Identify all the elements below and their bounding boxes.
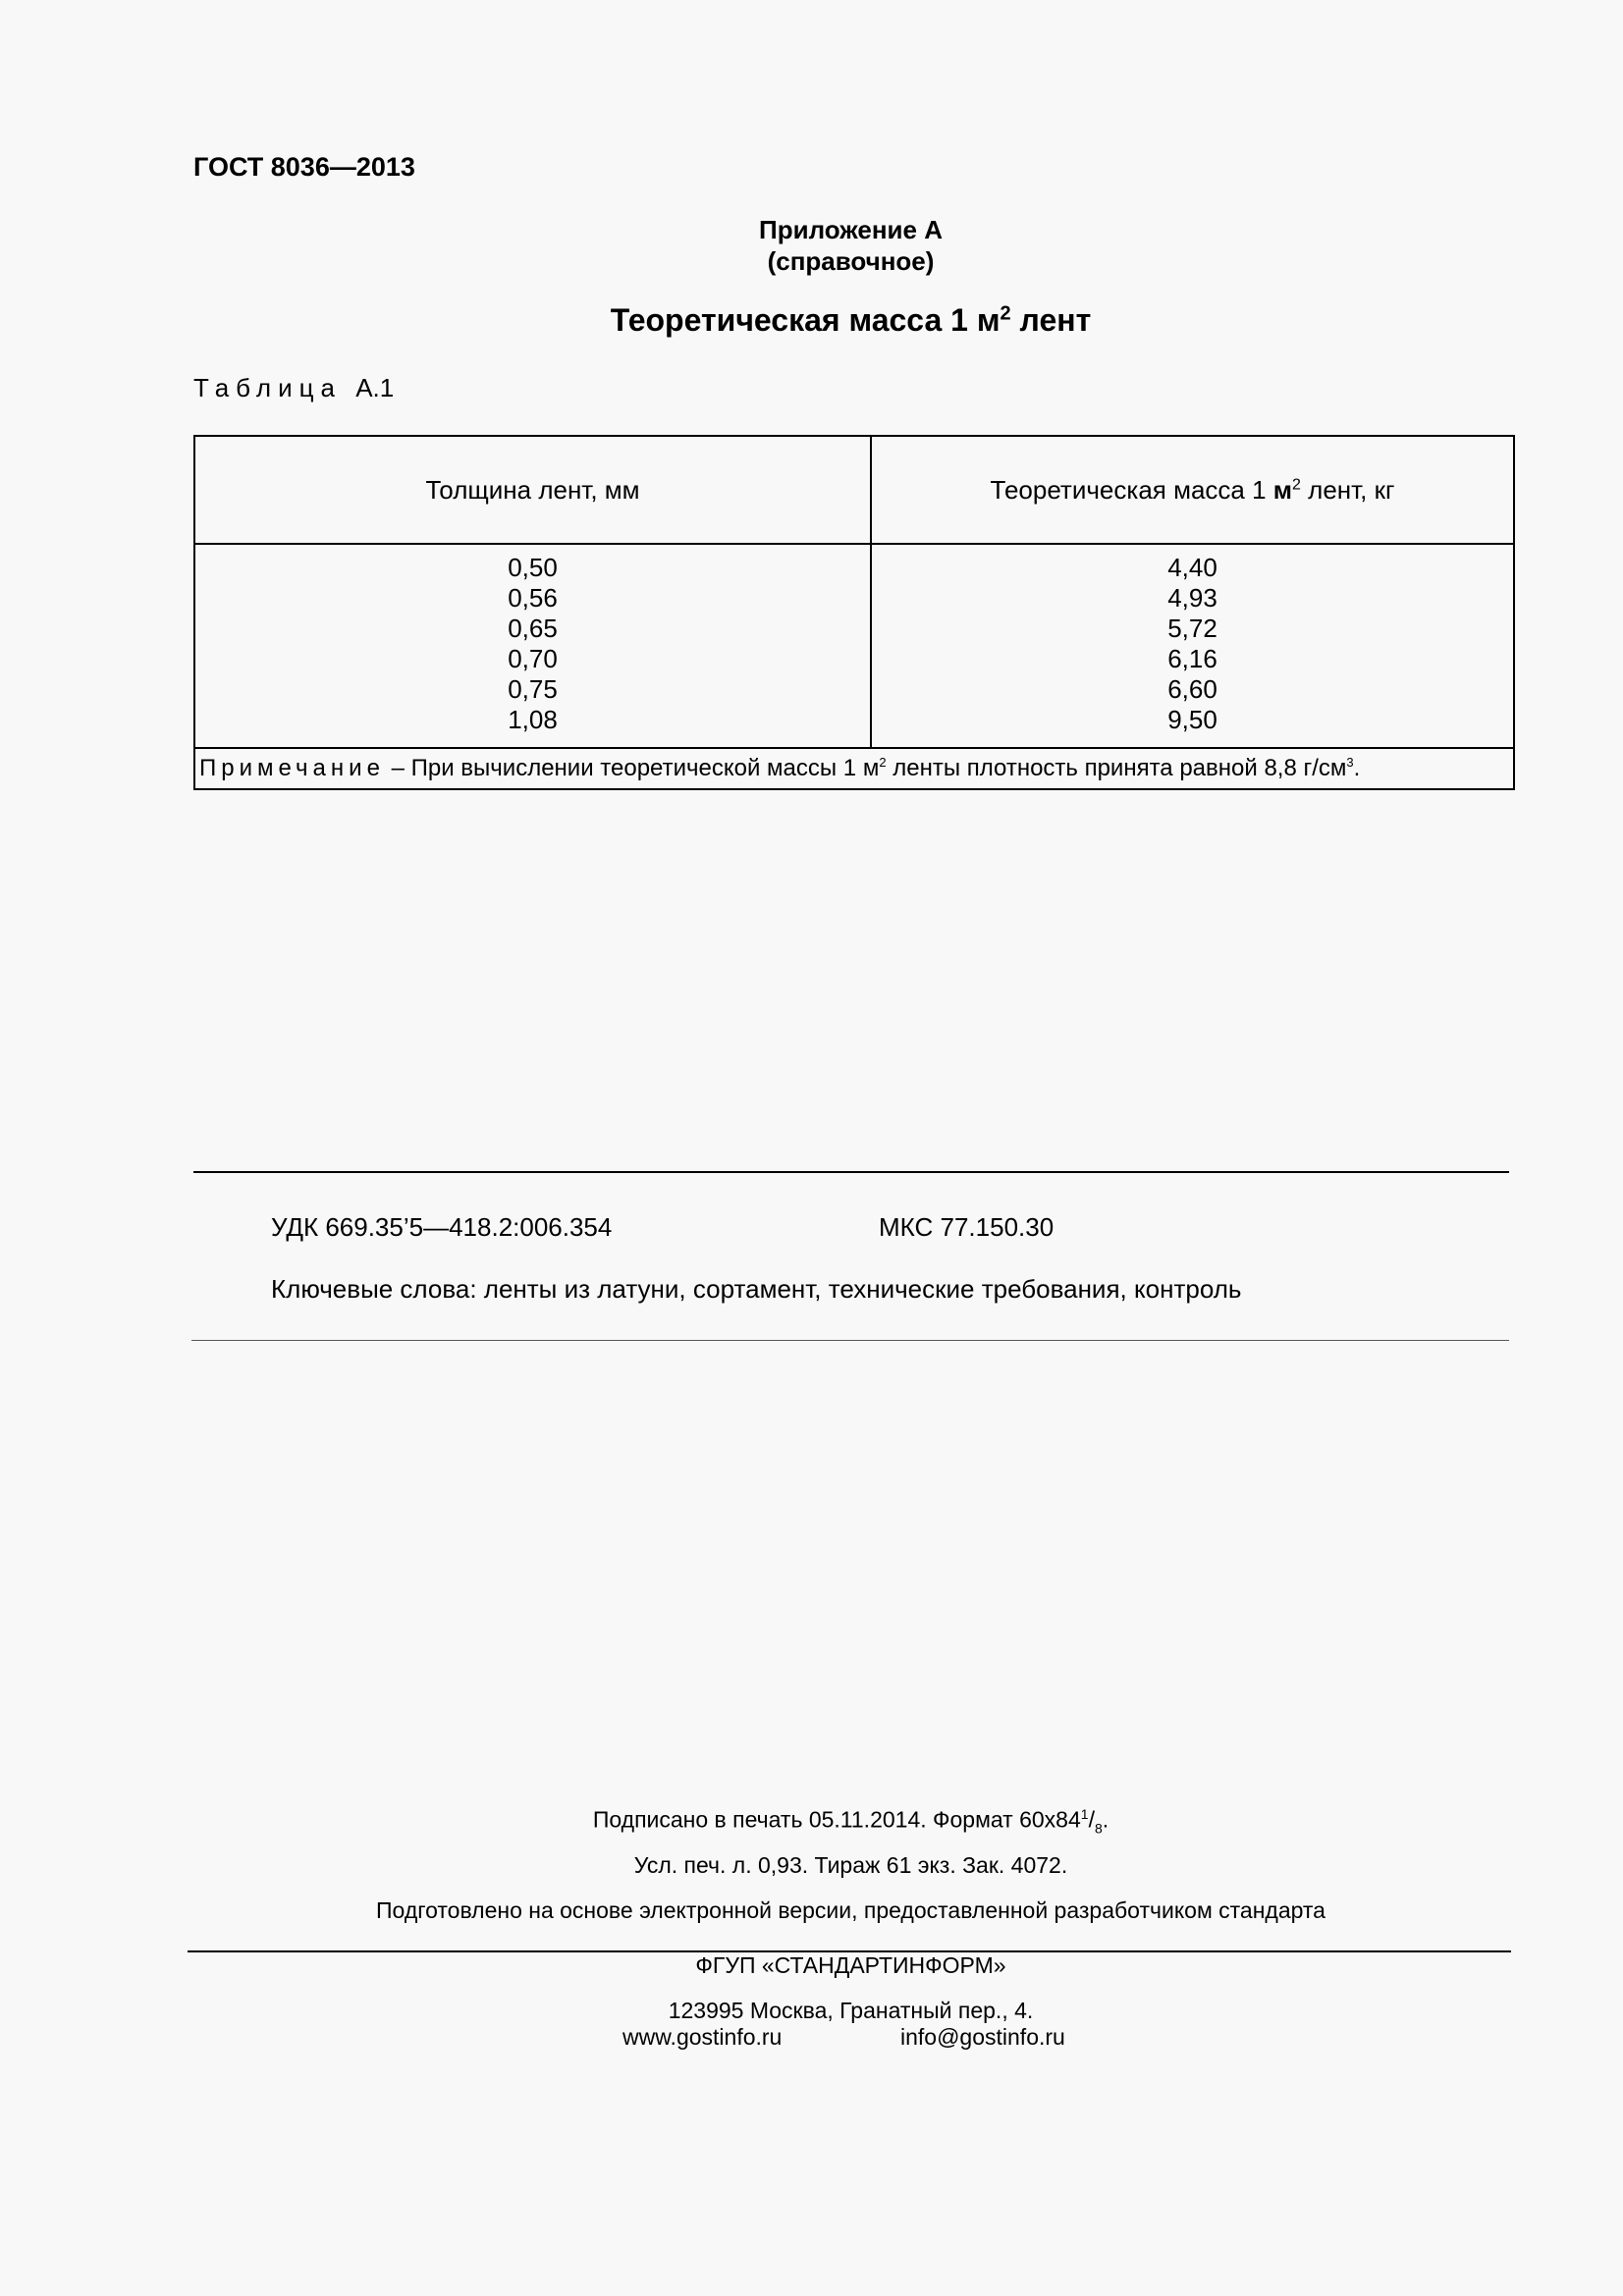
publisher-name: ФГУП «СТАНДАРТИНФОРМ» [695, 1952, 1006, 1978]
mass-value: 4,93 [1167, 583, 1217, 613]
note-text-1: – При вычислении теоретической массы 1 м [384, 755, 880, 781]
note-sup-2: 3 [1346, 755, 1354, 770]
mass-value: 5,72 [1167, 614, 1217, 643]
col-mass-header-pre: Теоретическая масса 1 [990, 474, 1273, 505]
keywords: Ключевые слова: ленты из латуни, сортамент, технические требования, контроль [271, 1274, 1242, 1304]
thickness-value: 0,70 [508, 644, 558, 673]
col-mass-header [871, 436, 1514, 544]
appendix-heading [0, 302, 1623, 339]
heading-tail: лент [1010, 302, 1092, 338]
table-caption-word: Таблица [193, 373, 342, 402]
table-caption-number: А.1 [355, 373, 395, 402]
imprint-line-1-end: . [1102, 1806, 1109, 1833]
email-link[interactable]: info@gostinfo.ru [900, 2024, 1065, 2050]
col-mass-header-post: лент, кг [1300, 474, 1395, 505]
note-sup-1: 2 [879, 755, 887, 770]
divider-top [193, 1171, 1509, 1173]
imprint-line-3: Подготовлено на основе электронной версии, предоставленной разработчиком стандарта [376, 1897, 1325, 1923]
col-thickness-header: Толщина лент, мм [194, 436, 871, 544]
thickness-value: 0,65 [508, 614, 558, 643]
thickness-value: 0,75 [508, 674, 558, 704]
mass-value: 4,40 [1167, 553, 1217, 582]
mass-table [193, 435, 1515, 790]
publisher-address: 123995 Москва, Гранатный пер., 4. [668, 1998, 1034, 2023]
format-sub: 8 [1094, 1820, 1103, 1837]
table-header-row [194, 436, 1514, 544]
divider-bottom [191, 1340, 1509, 1341]
imprint-line-2: Усл. печ. л. 0,93. Тираж 61 экз. Зак. 4072. [633, 1852, 1068, 1878]
imprint-line-1 [0, 1806, 1623, 1836]
col-mass-header-unit: м [1272, 474, 1293, 505]
table-note-row [194, 748, 1514, 789]
note-text-3: . [1353, 755, 1361, 781]
mass-value: 6,16 [1167, 644, 1217, 673]
col-mass-header-sup: 2 [1292, 475, 1301, 493]
mass-value: 9,50 [1167, 705, 1217, 734]
heading-text: Теоретическая масса 1 м [610, 302, 1001, 338]
appendix-title: Приложение А [759, 215, 943, 244]
format-sup: 1 [1080, 1806, 1089, 1822]
website-link[interactable]: www.gostinfo.ru [622, 2024, 783, 2050]
udk-code: УДК 669.35’5—418.2:006.354 [271, 1212, 613, 1242]
note-label: Примечание [199, 755, 385, 781]
thickness-value: 0,50 [508, 553, 558, 582]
mass-value: 6,60 [1167, 674, 1217, 704]
note-text-2: ленты плотность принята равной 8,8 г/см [886, 755, 1347, 781]
mks-code: МКС 77.150.30 [879, 1212, 1055, 1242]
table-caption [193, 373, 394, 403]
heading-sup: 2 [1000, 302, 1011, 325]
thickness-value: 0,56 [508, 583, 558, 613]
thickness-value: 1,08 [508, 705, 558, 734]
table-values-row [194, 544, 1514, 748]
imprint-line-1-text: Подписано в печать 05.11.2014. Формат 60х84 [592, 1806, 1081, 1833]
table-note [194, 748, 1514, 789]
mass-values [871, 544, 1514, 748]
thickness-values [194, 544, 871, 748]
document-code: ГОСТ 8036—2013 [193, 152, 415, 182]
appendix-kind: (справочное) [767, 246, 935, 276]
format-slash: / [1088, 1806, 1095, 1833]
